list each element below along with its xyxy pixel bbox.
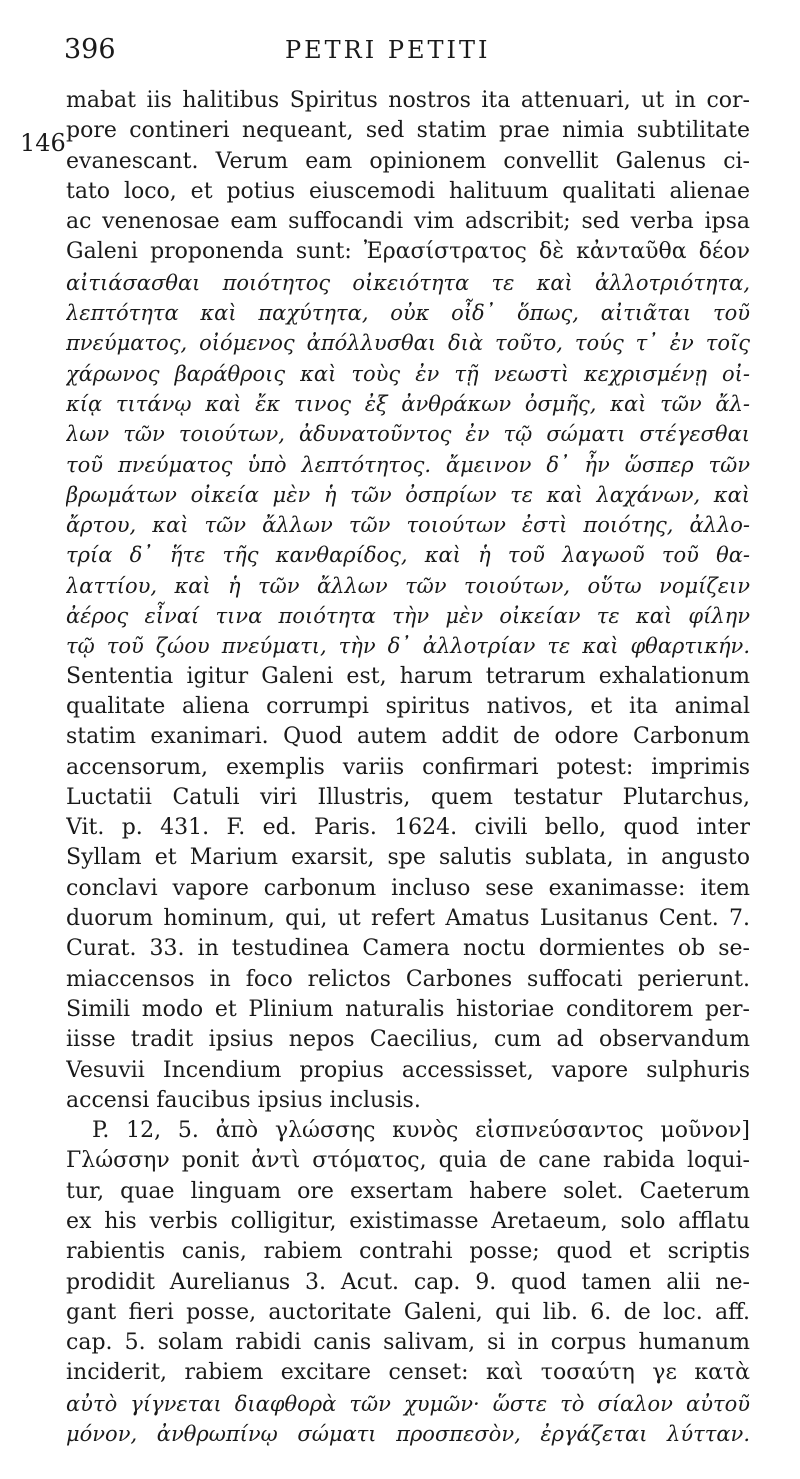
- text-line: Curat. 33. in testudinea Camera noctu dormientes ob se-: [66, 936, 750, 962]
- text-line: Galeni proponenda sunt: Ἐρασίστρατος δὲ κἀνταῦθα δέον: [66, 239, 750, 265]
- text-line: τρία δ᾽ ἥτε τῆς κανθαρίδος, καὶ ἡ τοῦ λαγωοῦ τοῦ θα-: [66, 543, 750, 568]
- running-title: PETRI PETITI: [285, 36, 491, 64]
- text-line: ἄρτου, καὶ τῶν ἄλλων τῶν τοιούτων ἐστὶ ποιότης, ἀλλο-: [66, 513, 750, 538]
- body-text: [66, 86, 750, 1449]
- text-line: αἰτιάσασθαι ποιότητος οἰκειότητα τε καὶ ἀλλοτριότητα,: [66, 270, 750, 295]
- text-line: Vit. p. 431. F. ed. Paris. 1624. civili bello, quod inter: [66, 815, 750, 841]
- text-line: ex his verbis colligitur, existimasse Aretaeum, solo afflatu: [66, 1208, 750, 1234]
- text-line: mabat iis halitibus Spiritus nostros ita attenuari, ut in cor-: [66, 88, 750, 113]
- text-line: tur, quae linguam ore exsertam habere solet. Caeterum: [66, 1178, 750, 1204]
- text-line: αὐτὸ γίγνεται διαφθορὰ τῶν χυμῶν· ὥστε τὸ σίαλον αὐτοῦ: [66, 1391, 750, 1416]
- text-line: λαττίου, καὶ ἡ τῶν ἄλλων τῶν τοιούτων, οὕτω νομίζειν: [66, 573, 750, 598]
- margin-line-number: 146: [20, 129, 66, 157]
- text-line: Syllam et Marium exarsit, spe salutis sublata, in angusto: [66, 845, 750, 871]
- text-line: P. 12, 5. ἀπὸ γλώσσης κυνὸς εἰσπνεύσαντος μοῦνον]: [92, 1118, 750, 1144]
- text-line: gant fieri posse, auctoritate Galeni, qui lib. 6. de loc. aff.: [66, 1299, 750, 1325]
- text-line: tato loco, et potius eiuscemodi halituum qualitati alienae: [66, 178, 750, 204]
- text-line: evanescant. Verum eam opinionem convellit Galenus ci-: [66, 148, 750, 174]
- text-line: conclavi vapore carbonum incluso sese exanimasse: item: [66, 875, 750, 901]
- page-number: 396: [64, 34, 116, 65]
- text-line: χάρωνος βαράθροις καὶ τοὺς ἐν τῇ νεωστὶ κεχρισμένῃ οἰ-: [66, 361, 750, 386]
- text-line: duorum hominum, qui, ut refert Amatus Lusitanus Cent. 7.: [66, 906, 750, 932]
- text-line: λων τῶν τοιούτων, ἀδυνατοῦντος ἐν τῷ σώματι στέγεσθαι: [66, 422, 750, 447]
- text-line: Γλώσσην ponit ἀντὶ στόματος, quia de cane rabida loqui-: [66, 1148, 750, 1174]
- text-line: statim exanimari. Quod autem addit de odore Carbonum: [66, 724, 750, 750]
- text-line: Luctatii Catuli viri Illustris, quem testatur Plutarchus,: [66, 784, 750, 810]
- text-line: μόνον, ἀνθρωπίνῳ σώματι προσπεσὸν, ἐργάζεται λύτταν.: [66, 1422, 750, 1447]
- text-line: ac venenosae eam suffocandi vim adscribit; sed verba ipsa: [66, 209, 750, 235]
- text-line: τοῦ πνεύματος ὑπὸ λεπτότητος. ἄμεινον δ᾽ ἦν ὥσπερ τῶν: [66, 452, 750, 477]
- text-line: cap. 5. solam rabidi canis salivam, si in corpus humanum: [66, 1330, 750, 1356]
- text-line: iisse tradit ipsius nepos Caecilius, cum ad observandum: [66, 1027, 750, 1053]
- text-line: Sententia igitur Galeni est, harum tetrarum exhalationum: [66, 663, 750, 689]
- page-header: [0, 34, 800, 74]
- text-line: prodidit Aurelianus 3. Acut. cap. 9. quod tamen alii ne-: [66, 1269, 750, 1295]
- text-line: rabientis canis, rabiem contrahi posse; quod et scriptis: [66, 1239, 750, 1265]
- text-line: ἀέρος εἶναί τινα ποιότητα τὴν μὲν οἰκείαν τε καὶ φίλην: [66, 604, 750, 629]
- text-line: κίᾳ τιτάνῳ καὶ ἔκ τινος ἐξ ἀνθράκων ὀσμῆς, καὶ τῶν ἄλ-: [66, 391, 750, 416]
- text-line: pore contineri nequeant, sed statim prae nimia subtilitate: [66, 118, 750, 144]
- text-line: βρωμάτων οἰκεία μὲν ἡ τῶν ὀσπρίων τε καὶ λαχάνων, καὶ: [66, 482, 750, 507]
- text-line: Simili modo et Plinium naturalis historiae conditorem per-: [66, 996, 750, 1022]
- text-line: λεπτότητα καὶ παχύτητα, οὐκ οἶδ᾽ ὅπως, αἰτιᾶται τοῦ: [66, 301, 750, 326]
- text-line: accensorum, exemplis variis confirmari potest: imprimis: [66, 754, 750, 780]
- text-line: accensi faucibus ipsius inclusis.: [66, 1087, 421, 1113]
- text-line: πνεύματος, οἰόμενος ἀπόλλυσθαι διὰ τοῦτο, τούς τ᾽ ἐν τοῖς: [66, 331, 750, 356]
- text-line: miaccensos in foco relictos Carbones suffocati perierunt.: [66, 966, 750, 992]
- text-line: τῷ τοῦ ζώου πνεύματι, τὴν δ᾽ ἀλλοτρίαν τε καὶ φθαρτικήν.: [66, 634, 750, 659]
- text-line: qualitate aliena corrumpi spiritus nativos, et ita animal: [66, 693, 750, 719]
- text-line: inciderit, rabiem excitare censet: καὶ τοσαύτη γε κατὰ: [66, 1360, 750, 1386]
- text-line: Vesuvii Incendium propius accessisset, vapore sulphuris: [66, 1057, 750, 1083]
